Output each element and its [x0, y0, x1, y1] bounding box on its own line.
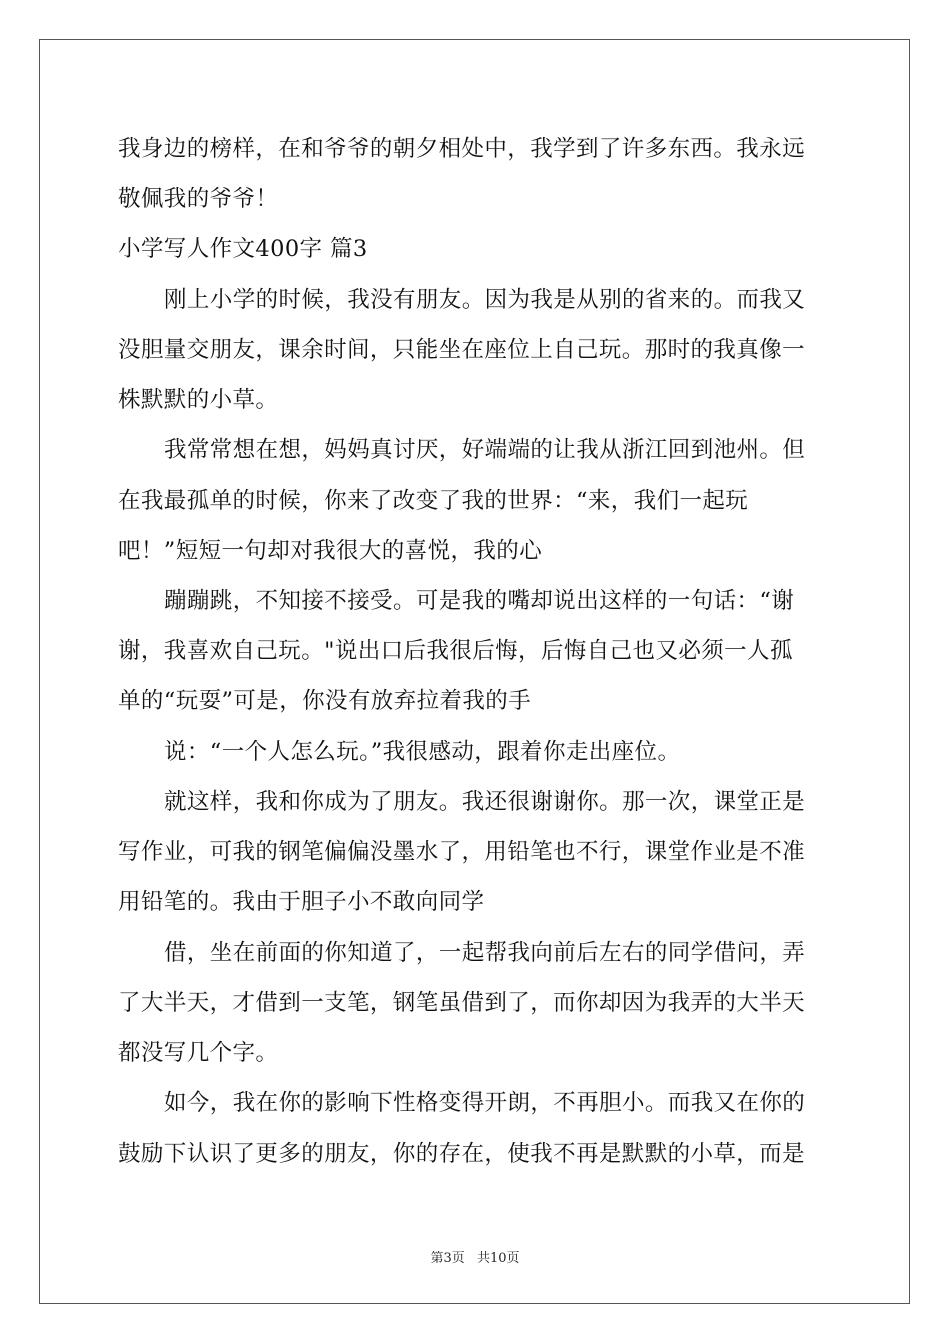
- paragraph-line: 没胆量交朋友，课余时间，只能坐在座位上自己玩。那时的我真像一: [118, 337, 806, 363]
- paragraph-line: 我常常想在想，妈妈真讨厌，好端端的让我从浙江回到池州。但: [164, 437, 806, 463]
- page-number: 第3页: [430, 1251, 465, 1266]
- paragraph-line: 敬佩我的爷爷！: [118, 186, 279, 212]
- paragraph-line: 了大半天，才借到一支笔，钢笔虽借到了，而你却因为我弄的大半天: [118, 990, 806, 1016]
- paragraph-line: 谢，我喜欢自己玩。"说出口后我很后悔，后悔自己也又必须一人孤: [118, 638, 793, 664]
- paragraph-line: 用铅笔的。我由于胆子小不敢向同学: [118, 889, 485, 915]
- paragraph-line: 写作业，可我的钢笔偏偏没墨水了，用铅笔也不行，课堂作业是不准: [118, 839, 806, 865]
- paragraph-line: 借，坐在前面的你知道了，一起帮我向前后左右的同学借问，弄: [164, 940, 806, 966]
- paragraph-line: 蹦蹦跳，不知接不接受。可是我的嘴却说出这样的一句话：“谢: [164, 588, 795, 614]
- page-total: 共10页: [476, 1251, 520, 1266]
- paragraph-line: 吧！”短短一句却对我很大的喜悦，我的心: [118, 538, 543, 564]
- paragraph-line: 就这样，我和你成为了朋友。我还很谢谢你。那一次，课堂正是: [164, 789, 806, 815]
- paragraph-line: 如今，我在你的影响下性格变得开朗，不再胆小。而我又在你的: [164, 1090, 806, 1116]
- paragraph-line: 说：“一个人怎么玩。”我很感动，跟着你走出座位。: [164, 739, 681, 765]
- paragraph-line: 我身边的榜样，在和爷爷的朝夕相处中，我学到了许多东西。我永远: [118, 136, 806, 162]
- paragraph-line: 鼓励下认识了更多的朋友，你的存在，使我不再是默默的小草，而是: [118, 1141, 806, 1167]
- paragraph-line: 株默默的小草。: [118, 387, 279, 413]
- paragraph-line: 在我最孤单的时候，你来了改变了我的世界：“来，我们一起玩: [118, 488, 749, 514]
- paragraph-line: 都没写几个字。: [118, 1040, 279, 1066]
- section-heading: 小学写人作文400字 篇3: [118, 236, 368, 262]
- paragraph-line: 刚上小学的时候，我没有朋友。因为我是从别的省来的。而我又: [164, 287, 806, 313]
- paragraph-line: 单的“玩耍”可是，你没有放弃拉着我的手: [118, 688, 532, 714]
- page-footer: [0, 1247, 950, 1266]
